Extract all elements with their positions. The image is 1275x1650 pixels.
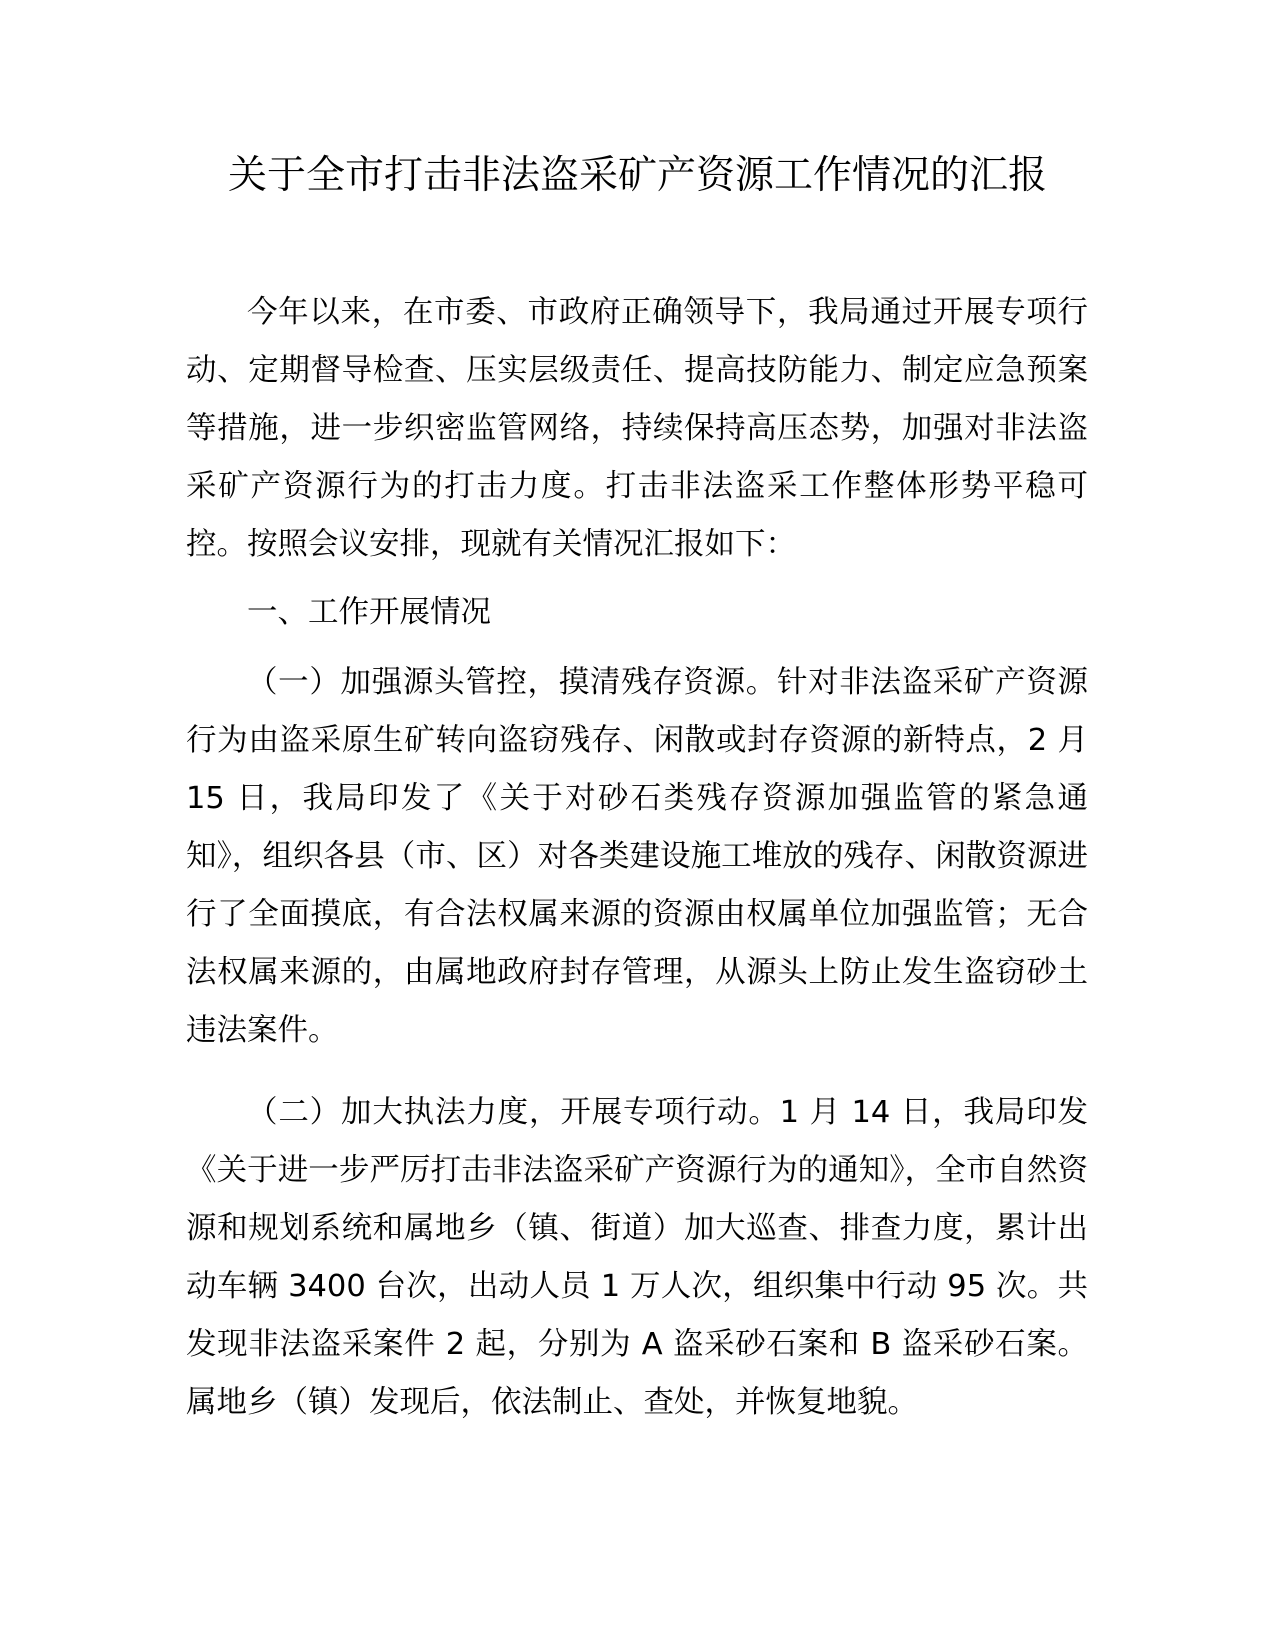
item-one-paragraph-text: （一）加强源头管控，摸清残存资源。针对非法盗采矿产资源行为由盗采原生矿转向盗窃残存、闲散或封存资源的新特点，2 月 15 日，我局印发了《关于对砂石类残存资源加强监管的紧急通知》，组织各县（市、区）对各类建设施工堆放的残存、闲散资源进行了全面摸底，有合法权属来源的资源由权属单位加强监管；无合法权属来源的，由属地政府封存管理，从源头上防止发生盗窃砂土违法案件。 (186, 665, 1088, 1048)
section-one-heading-text: 一、工作开展情况 (247, 595, 491, 630)
intro-paragraph (186, 284, 1088, 574)
item-two-paragraph (186, 1084, 1088, 1432)
item-one-paragraph (186, 654, 1088, 1060)
intro-paragraph-text: 今年以来，在市委、市政府正确领导下，我局通过开展专项行动、定期督导检查、压实层级责任、提高技防能力、制定应急预案等措施，进一步织密监管网络，持续保持高压态势，加强对非法盗采矿产资源行为的打击力度。打击非法盗采工作整体形势平稳可控。按照会议安排，现就有关情况汇报如下： (186, 295, 1088, 562)
item-two-paragraph-text: （二）加大执法力度，开展专项行动。1 月 14 日，我局印发《关于进一步严厉打击非法盗采矿产资源行为的通知》，全市自然资源和规划系统和属地乡（镇、街道）加大巡查、排查力度，累计出动车辆 3400 台次，出动人员 1 万人次，组织集中行动 95 次。共发现非法盗采案件 2 起，分别为 A 盗采砂石案和 B 盗采砂石案。属地乡（镇）发现后，依法制止、查处，并恢复地貌。 (186, 1095, 1088, 1420)
section-one-heading (186, 584, 1088, 642)
document-title: 关于全市打击非法盗采矿产资源工作情况的汇报 (227, 153, 1047, 198)
